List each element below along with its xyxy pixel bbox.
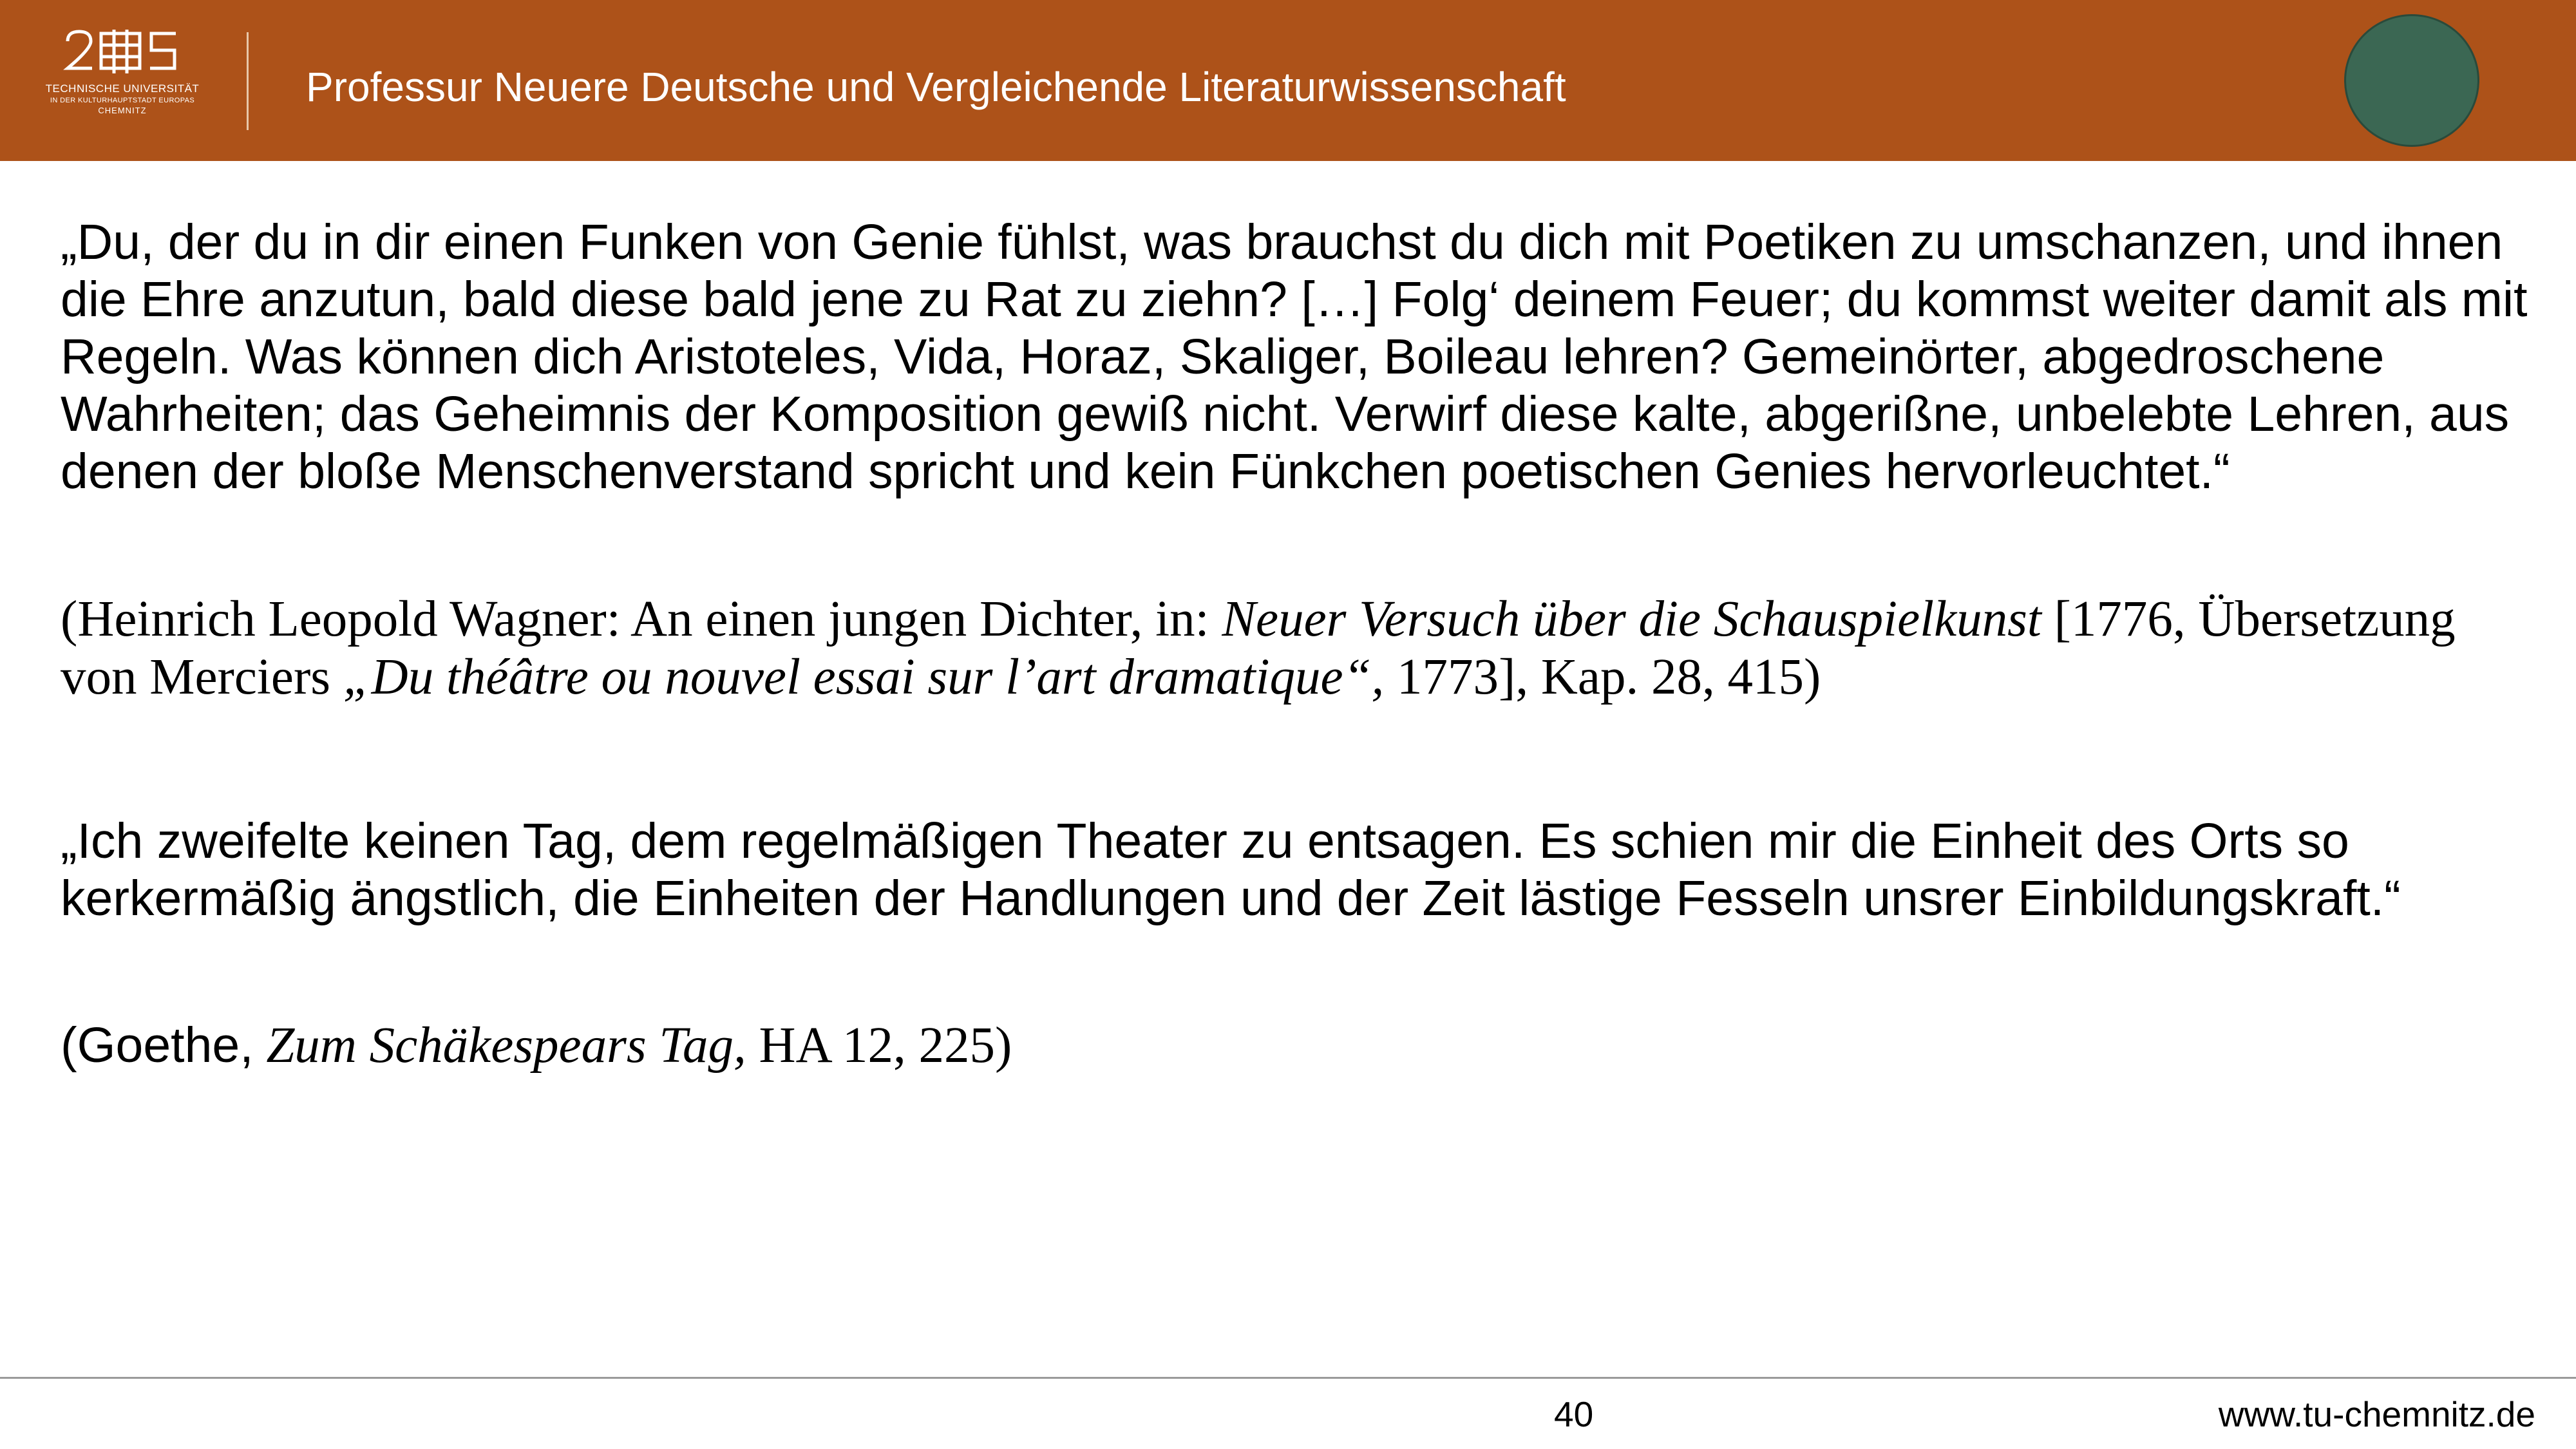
citation-author: Heinrich Leopold Wagner: An einen jungen Dichter, in: <box>77 591 1222 647</box>
citation-end: 1773], Kap. 28, 415) <box>1384 649 1821 705</box>
tu-chemnitz-logo-icon <box>61 28 184 79</box>
citation-goethe-work: Zum Schäkespears Tag, <box>266 1018 746 1074</box>
logo-text-line2: IN DER KULTURHAUPTSTADT EUROPAS <box>50 97 195 104</box>
logo-text-line3: CHEMNITZ <box>98 106 147 115</box>
logo-text-line1: TECHNISCHE UNIVERSITÄT <box>45 82 200 95</box>
quote-goethe: „Ich zweifelte keinen Tag, dem regelmäßigen Theater zu entsagen. Es schien mir die Einheit des Orts so kerkermäßig ängstlich, die Einheiten der Handlungen und der Zeit lästige Fesseln unsrer Einbildungskraft.“ <box>61 813 2401 926</box>
header-title: Professur Neuere Deutsche und Vergleichende Literaturwissenschaft <box>306 64 1566 110</box>
citation-goethe <box>61 1016 2533 1075</box>
footer-rule <box>0 1377 2576 1379</box>
header-divider <box>247 32 249 130</box>
citation-open-paren: ( <box>61 591 78 647</box>
footer-url[interactable]: www.tu-chemnitz.de <box>2218 1394 2535 1434</box>
citation-wagner <box>61 591 2533 706</box>
citation-source-title: „Du théâtre ou nouvel essai sur l’art dramatique“, <box>343 649 1385 705</box>
quote-wagner: „Du, der du in dir einen Funken von Genie fühlst, was brauchst du dich mit Poetiken zu umschanzen, und ihnen die Ehre anzutun, bald diese bald jene zu Rat zu ziehn? […] Folg‘ deinem Feuer; du kommst weiter damit als mit Regeln. Was können dich Aristoteles, Vida, Horaz, Skaliger, Boileau lehren? Gemeinörter, abgedroschene Wahrheiten; das Geheimnis der Komposition gewiß nicht. Verwirf diese kalte, abgerißne, unbelebte Lehren, aus denen der bloße Menschenverstand spricht und kein Fünkchen poetischen Genies hervorleuchtet.“ <box>61 214 2528 499</box>
header-bar <box>0 0 2576 161</box>
citation-goethe-author: (Goethe, <box>61 1018 254 1073</box>
citation-goethe-ref: HA 12, 225) <box>759 1018 1012 1074</box>
university-logo[interactable] <box>39 28 206 135</box>
citation-middle: [1776, Übersetzung von Merciers <box>61 591 2456 705</box>
citation-work-title: Neuer Versuch über die Schauspielkunst <box>1222 591 2041 647</box>
page-number: 40 <box>1554 1394 1594 1434</box>
green-circle-badge <box>2344 14 2479 147</box>
